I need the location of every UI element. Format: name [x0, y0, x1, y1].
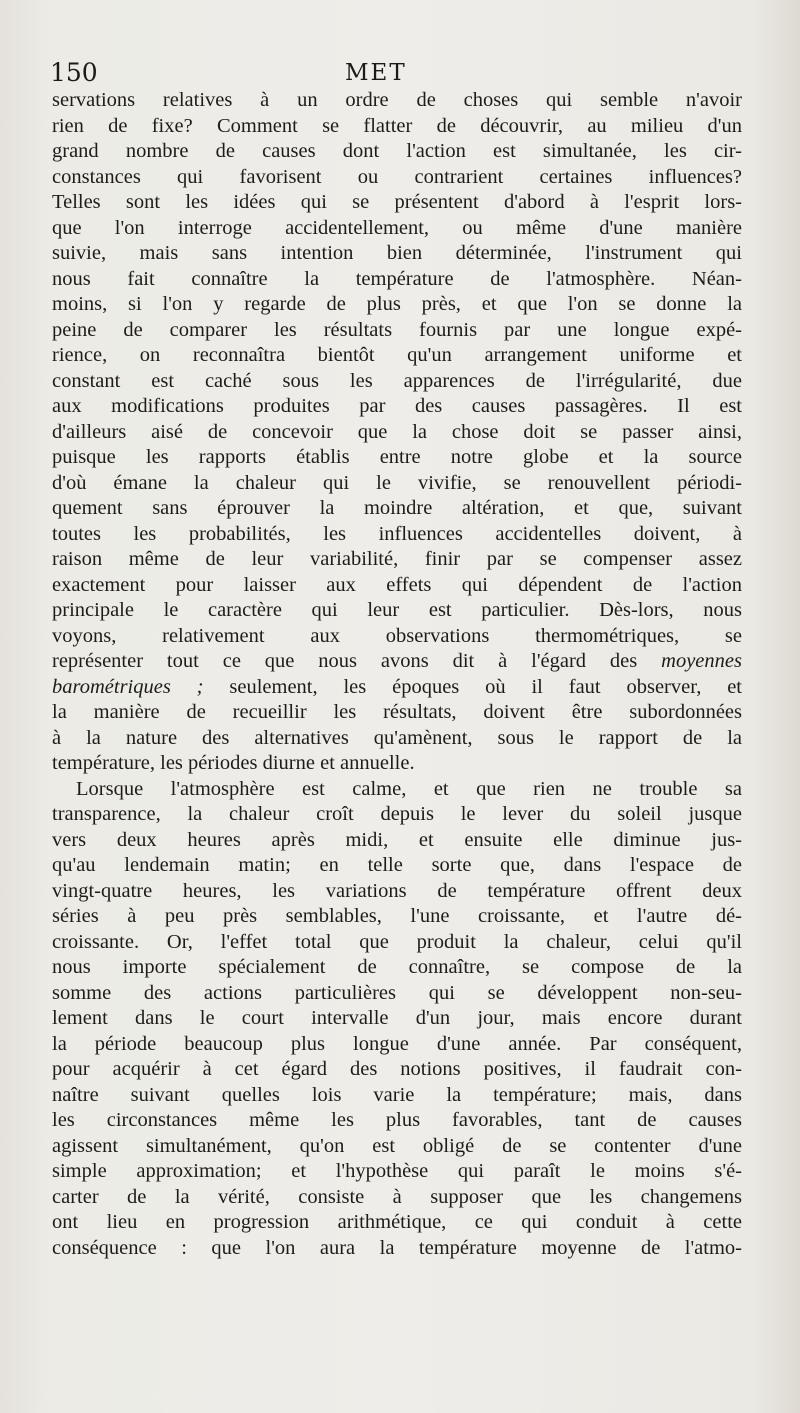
text-line: Telles sont les idées qui se présentent d'abord à l'esprit lors-: [52, 191, 742, 213]
page-number: 150: [50, 58, 98, 87]
text-line: les circonstances même les plus favorables, tant de causes: [52, 1109, 742, 1131]
text-line: nous importe spécialement de connaître, se compose de la: [52, 956, 742, 978]
text-line: lement dans le court intervalle d'un jour, mais encore durant: [52, 1007, 742, 1029]
text-segment: représenter tout ce que nous avons dit à l'égard des: [52, 650, 662, 672]
text-segment: seulement, les époques où il faut observer, et: [203, 675, 743, 698]
text-line-with-italic: [52, 649, 742, 675]
text-line: principale le caractère qui leur est particulier. Dès-lors, nous: [52, 599, 742, 621]
text-line: voyons, relativement aux observations thermométriques, se: [52, 624, 742, 647]
text-line: qu'au lendemain matin; en telle sorte que, dans l'espace de: [52, 854, 742, 876]
text-line: Lorsque l'atmosphère est calme, et que rien ne trouble sa: [76, 777, 742, 800]
text-line: exactement pour laisser aux effets qui dépendent de l'action: [52, 573, 742, 596]
text-line: naître suivant quelles lois varie la température; mais, dans: [52, 1083, 742, 1106]
text-line: grand nombre de causes dont l'action est simultanée, les cir-: [52, 140, 742, 162]
text-line: nous fait connaître la température de l'atmosphère. Néan-: [52, 267, 742, 290]
text-line: constant est caché sous les apparences de l'irrégularité, due: [52, 369, 742, 392]
text-line: raison même de leur variabilité, finir par se compenser assez: [52, 548, 742, 570]
text-line: que l'on interroge accidentellement, ou même d'une manière: [52, 216, 742, 239]
paragraph-2: [52, 777, 742, 1262]
text-line: simple approximation; et l'hypothèse qui paraît le moins s'é-: [52, 1160, 742, 1182]
text-line: d'où émane la chaleur qui le vivifie, se renouvellent périodi-: [52, 471, 742, 494]
text-line: la manière de recueillir les résultats, doivent être subordonnées: [52, 701, 742, 723]
text-line: peine de comparer les résultats fournis par une longue expé-: [52, 318, 742, 341]
text-line: ont lieu en progression arithmétique, ce qui conduit à cette: [52, 1211, 742, 1233]
text-line: aux modifications produites par des causes passagères. Il est: [52, 395, 742, 417]
text-line-with-italic: [52, 675, 742, 701]
text-line: séries à peu près semblables, l'une croissante, et l'autre dé-: [52, 905, 742, 927]
text-line: constances qui favorisent ou contrarient certaines influences?: [52, 165, 742, 188]
body-text: [52, 88, 742, 1261]
text-line: d'ailleurs aisé de concevoir que la chose doit se passer ainsi,: [52, 420, 742, 443]
text-line: conséquence : que l'on aura la température moyenne de l'atmo-: [52, 1236, 742, 1259]
text-line: servations relatives à un ordre de choses qui semble n'avoir: [52, 89, 742, 111]
text-line: vers deux heures après midi, et ensuite elle diminue jus-: [52, 828, 742, 851]
text-line: carter de la vérité, consiste à supposer que les changemens: [52, 1185, 742, 1208]
text-line: quement sans éprouver la moindre altération, et que, suivant: [52, 497, 742, 519]
text-line: la période beaucoup plus longue d'une année. Par conséquent,: [52, 1032, 742, 1055]
text-line: température, les périodes diurne et annuelle.: [52, 752, 415, 774]
text-line: puisque les rapports établis entre notre globe et la source: [52, 446, 742, 468]
text-line: transparence, la chaleur croît depuis le lever du soleil jusque: [52, 803, 742, 825]
text-line: vingt-quatre heures, les variations de température offrent deux: [52, 879, 742, 902]
running-head: MET: [345, 60, 407, 86]
text-line: à la nature des alternatives qu'amènent, sous le rapport de la: [52, 726, 742, 749]
text-line: rience, on reconnaîtra bientôt qu'un arrangement uniforme et: [52, 344, 742, 366]
paragraph-1: [52, 88, 742, 777]
italic-term: moyennes: [661, 650, 742, 672]
text-line: rien de fixe? Comment se flatter de découvrir, au milieu d'un: [52, 114, 742, 137]
text-line: pour acquérir à cet égard des notions positives, il faudrait con-: [52, 1058, 742, 1080]
italic-term: barométriques ;: [52, 675, 204, 698]
text-line: croissante. Or, l'effet total que produit la chaleur, celui qu'il: [52, 930, 742, 953]
text-line: suivie, mais sans intention bien déterminée, l'instrument qui: [52, 242, 742, 264]
page-header: [50, 58, 750, 90]
text-line: somme des actions particulières qui se développent non-seu-: [52, 981, 742, 1004]
text-line: agissent simultanément, qu'on est obligé de se contenter d'une: [52, 1134, 742, 1157]
text-line: toutes les probabilités, les influences accidentelles doivent, à: [52, 522, 742, 545]
text-line: moins, si l'on y regarde de plus près, et que l'on se donne la: [52, 293, 742, 315]
